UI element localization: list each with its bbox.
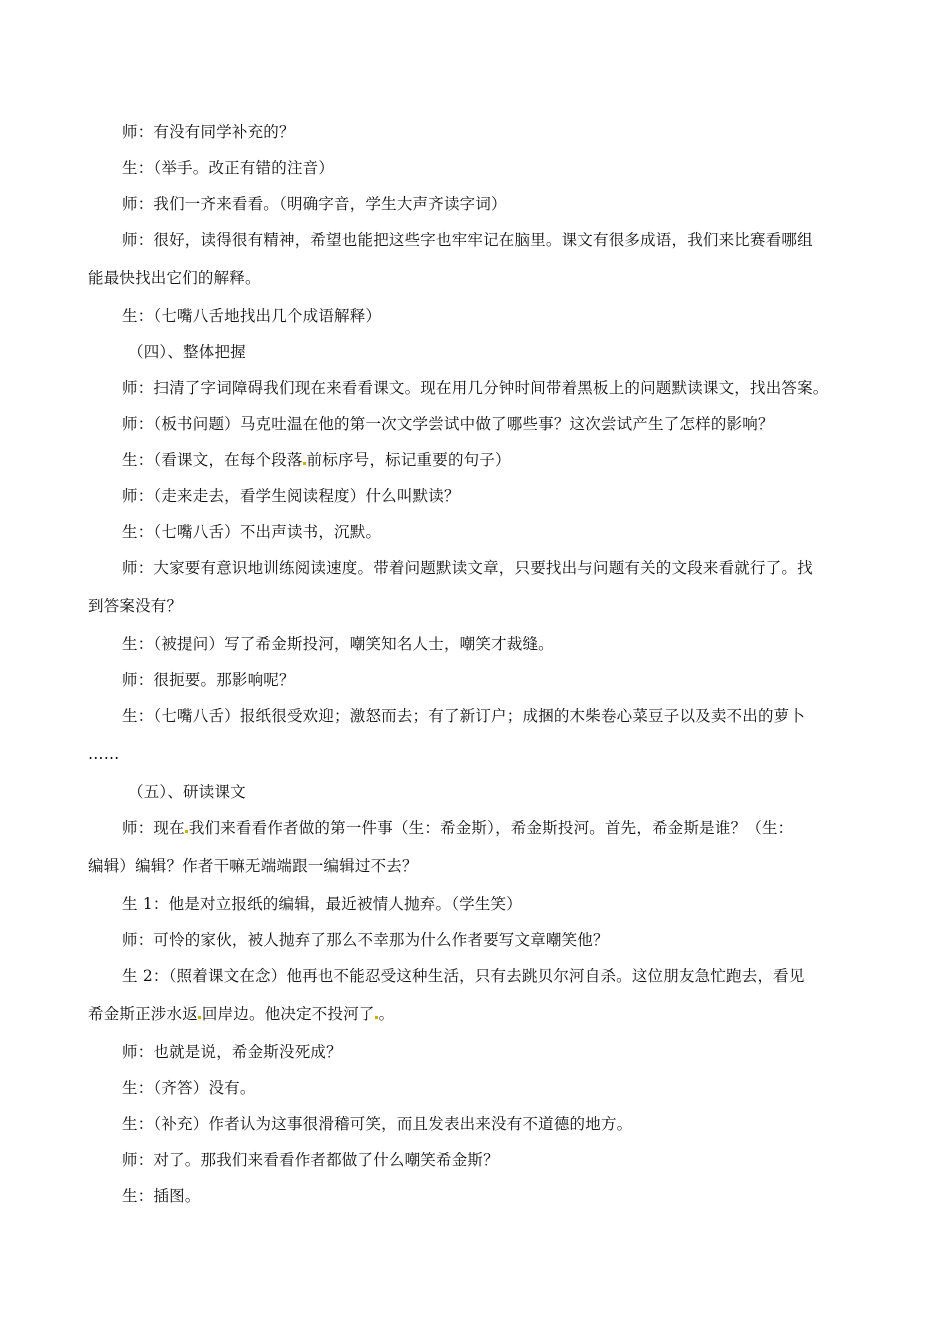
dialogue-line: [122, 450, 511, 470]
dialogue-line: 师：可怜的家伙，被人抛弃了那么不幸那为什么作者要写文章嘲笑他？: [122, 931, 609, 949]
text-segment: 我们来看看作者做的第一件事（生：希金斯），希金斯投河。首先，希金斯是谁？（生：: [188, 819, 794, 837]
dialogue-line: 生 1：他是对立报纸的编辑，最近被情人抛弃。（学生笑）: [122, 895, 522, 913]
dialogue-line: 师：也就是说，希金斯没死成？: [122, 1043, 342, 1061]
dialogue-line: 生：（七嘴八舌）不出声读书，沉默。: [122, 523, 382, 541]
dialogue-line: 师：大家要有意识地训练阅读速度。带着问题默读文章，只要找出与问题有关的文段来看就行了。找: [122, 559, 813, 577]
dialogue-line: 生：（被提问）写了希金斯投河，嘲笑知名人士，嘲笑才裁缝。: [122, 635, 554, 653]
dialogue-line: 师：很好，读得很有精神，希望也能把这些字也牢牢记在脑里。课文有很多成语，我们来比赛看哪组: [122, 231, 813, 249]
dialogue-line-continuation: [88, 1004, 394, 1024]
dialogue-line: 生：（举手。改正有错的注音）: [122, 159, 335, 177]
dialogue-line: 师：我们一齐来看看。（明确字音，学生大声齐读字词）: [122, 195, 507, 213]
text-segment: 前标序号，标记重要的句子）: [306, 451, 511, 469]
dialogue-line: 生：（七嘴八舌）报纸很受欢迎；激怒而去；有了新订户；成捆的木柴卷心菜豆子以及卖不出的萝卜: [122, 707, 806, 725]
text-segment: 师：现在: [122, 819, 185, 837]
section-heading: （五）、研读课文: [128, 783, 246, 801]
dialogue-line-continuation: 能最快找出它们的解释。: [88, 269, 261, 287]
dialogue-line: 师：扫清了字词障碍我们现在来看看课文。现在用几分钟时间带着黑板上的问题默读课文，找出答案。: [122, 379, 829, 397]
dialogue-line-continuation: ……: [88, 745, 120, 763]
section-heading: （四）、整体把握: [128, 343, 246, 361]
dialogue-line: 师：很扼要。那影响呢？: [122, 671, 295, 689]
dialogue-line: 生 2：（照着课文在念）他再也不能忍受这种生活，只有去跳贝尔河自杀。这位朋友急忙跑去，看见: [122, 967, 805, 985]
dialogue-line: 生：（齐答）没有。: [122, 1079, 256, 1097]
dialogue-line: 师：对了。那我们来看看作者都做了什么嘲笑希金斯？: [122, 1151, 499, 1169]
dialogue-line: 生：（七嘴八舌地找出几个成语解释）: [122, 307, 382, 325]
dialogue-line-continuation: 到答案没有？: [88, 597, 183, 615]
dialogue-line-continuation: 编辑）编辑？作者干嘛无端端跟一编辑过不去？: [88, 857, 418, 875]
text-segment: 生：（看课文，在每个段落: [122, 451, 303, 469]
text-segment: 回岸边。他决定不投河了: [201, 1005, 375, 1023]
dialogue-line: 生：插图。: [122, 1187, 201, 1205]
text-segment: 。: [378, 1005, 395, 1023]
dialogue-line: [122, 818, 793, 838]
dialogue-line: 生：（补充）作者认为这事很滑稽可笑，而且发表出来没有不道德的地方。: [122, 1115, 633, 1133]
dialogue-line: 师：（走来走去，看学生阅读程度）什么叫默读？: [122, 487, 460, 505]
dialogue-line: 师：有没有同学补充的？: [122, 123, 295, 141]
text-segment: 希金斯正涉水返: [88, 1005, 198, 1023]
dialogue-line: 师：（板书问题）马克吐温在他的第一次文学尝试中做了哪些事？这次尝试产生了怎样的影响？: [122, 415, 774, 433]
